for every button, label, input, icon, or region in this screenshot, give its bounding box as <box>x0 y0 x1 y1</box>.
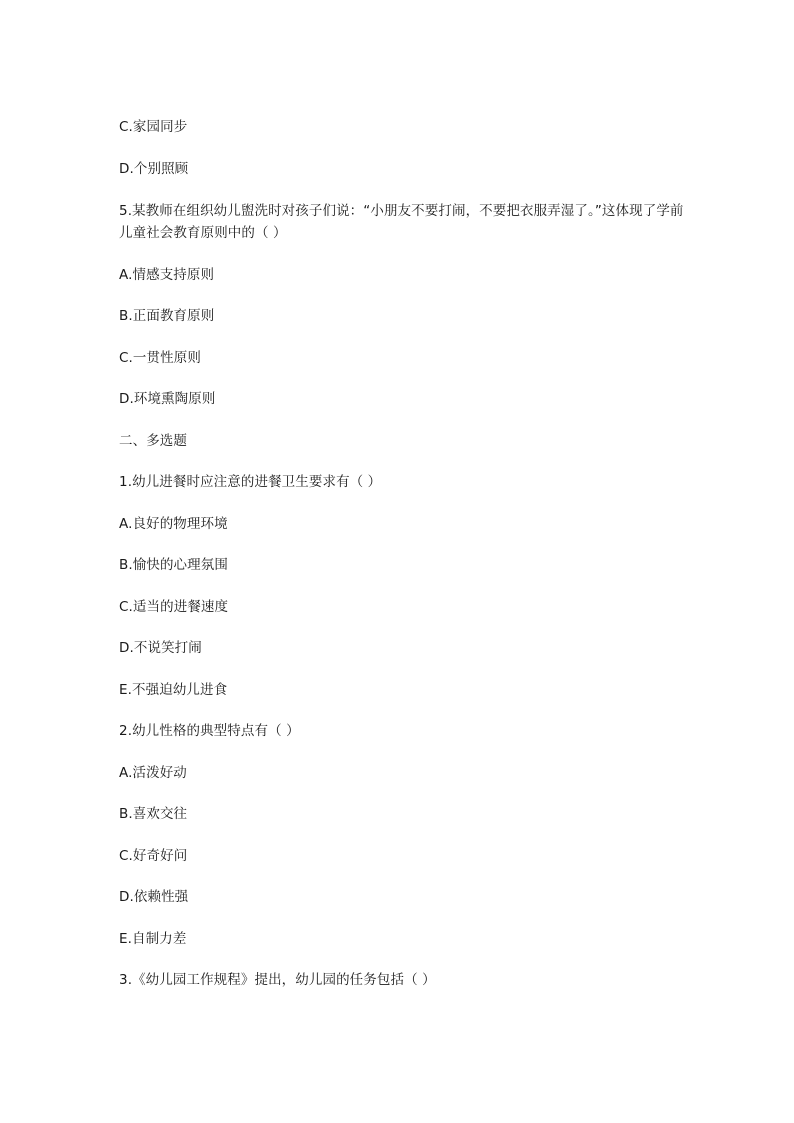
section-heading-multiple-choice: 二、多选题 <box>119 432 187 449</box>
multi-question-1-option-b: B.愉快的心理氛围 <box>119 557 228 573</box>
multi-question-2-option-e: E.自制力差 <box>119 930 187 947</box>
question-5: 5.某教师在组织幼儿盥洗时对孩子们说：“小朋友不要打闹，不要把衣服弄湿了。”这体现了学前儿童社会教育原则中的（ ） <box>119 203 684 241</box>
option-d-individual-care: D.个别照顾 <box>119 160 189 177</box>
option-c-home-school-sync: C.家园同步 <box>119 119 188 135</box>
multi-question-1-option-c: C.适当的进餐速度 <box>119 598 229 615</box>
multi-question-2-option-b: B.喜欢交往 <box>119 806 188 822</box>
question-5-option-c: C.一贯性原则 <box>119 349 201 366</box>
multi-question-3: 3.《幼儿园工作规程》提出，幼儿园的任务包括（ ） <box>119 972 436 988</box>
question-5-option-b: B.正面教育原则 <box>119 308 215 324</box>
question-5-option-d: D.环境熏陶原则 <box>119 391 216 407</box>
multi-question-2: 2.幼儿性格的典型特点有（ ） <box>119 723 300 739</box>
multi-question-1-option-e: E.不强迫幼儿进食 <box>119 681 228 698</box>
multi-question-1-option-a: A.良好的物理环境 <box>119 515 228 532</box>
multi-question-2-option-d: D.依赖性强 <box>119 889 189 905</box>
document-content <box>119 117 689 991</box>
question-5-option-a: A.情感支持原则 <box>119 266 215 283</box>
multi-question-1: 1.幼儿进餐时应注意的进餐卫生要求有（ ） <box>119 474 382 490</box>
multi-question-2-option-a: A.活泼好动 <box>119 764 187 781</box>
multi-question-2-option-c: C.好奇好问 <box>119 847 188 864</box>
multi-question-1-option-d: D.不说笑打闹 <box>119 640 202 656</box>
